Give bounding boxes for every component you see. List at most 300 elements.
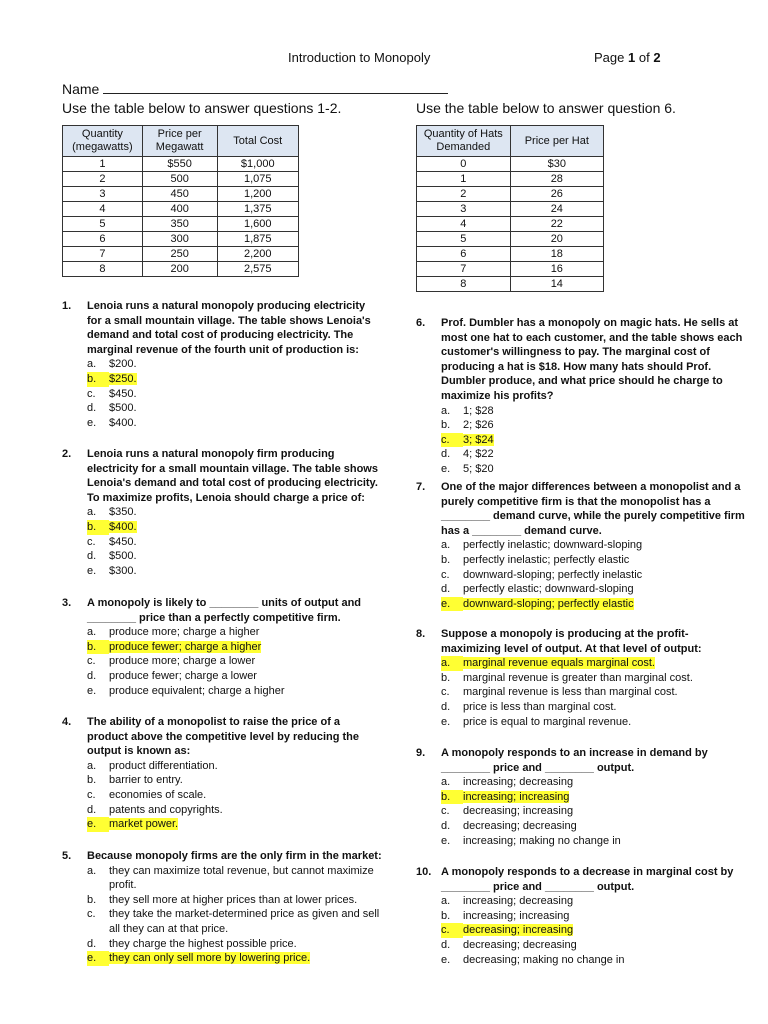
- option-letter: d.: [87, 937, 97, 950]
- left-instruction: Use the table below to answer questions 1-2.: [62, 100, 342, 116]
- answer-option[interactable]: [441, 462, 756, 477]
- option-text-wrap: [463, 923, 736, 938]
- answer-option[interactable]: [441, 819, 736, 834]
- table-cell: 350: [142, 217, 217, 232]
- answer-option[interactable]: [441, 700, 746, 715]
- option-letter: c.: [87, 535, 96, 548]
- option-text: product differentiation.: [109, 759, 218, 772]
- table-cell: $30: [510, 157, 603, 172]
- answer-option[interactable]: [441, 685, 746, 700]
- question-8: [416, 627, 746, 729]
- option-letter: a.: [441, 539, 451, 552]
- highlighted-answer-text: marginal revenue equals marginal cost.: [463, 657, 655, 670]
- question-stem: [62, 299, 382, 357]
- option-text: produce equivalent; charge a higher: [109, 684, 285, 697]
- answer-option[interactable]: [87, 357, 382, 372]
- table-cell: 8: [417, 277, 511, 292]
- question-text: A monopoly responds to a decrease in marginal cost by ________ price and ________ output.: [441, 866, 734, 893]
- option-text-wrap: [109, 951, 392, 966]
- option-text: 4; $22: [463, 448, 494, 461]
- answer-option[interactable]: [87, 937, 392, 952]
- option-text-wrap: [109, 759, 382, 774]
- document-title: Introduction to Monopoly: [288, 50, 431, 65]
- answer-option[interactable]: [87, 669, 382, 684]
- option-text: they take the market-determined price as given and sell all they can at that price.: [109, 908, 380, 935]
- question-4: [62, 715, 382, 832]
- option-letter: b.: [87, 640, 109, 655]
- option-text: they charge the highest possible price.: [109, 937, 297, 950]
- option-text-wrap: [463, 775, 736, 790]
- option-letter: d.: [441, 819, 451, 832]
- answer-option[interactable]: [87, 803, 382, 818]
- hats-table-header-1: Price per Hat: [510, 126, 603, 157]
- question-number: 4.: [62, 716, 72, 728]
- table-row: [417, 202, 604, 217]
- option-text: they can maximize total revenue, but cannot maximize profit.: [109, 864, 374, 892]
- highlighted-answer-text: downward-sloping; perfectly elastic: [463, 597, 634, 610]
- question-stem: [416, 316, 756, 404]
- option-text-wrap: [109, 387, 382, 402]
- option-text-wrap: [463, 418, 756, 433]
- option-text: $450.: [109, 387, 137, 400]
- option-letter: d.: [87, 550, 97, 563]
- answer-option[interactable]: [441, 671, 746, 686]
- option-letter: d.: [87, 803, 97, 816]
- electricity-table-header-1: Price per Megawatt: [142, 126, 217, 157]
- answer-option[interactable]: [441, 447, 756, 462]
- page-number: 1: [628, 50, 636, 65]
- option-text: produce more; charge a higher: [109, 626, 260, 639]
- option-text-wrap: [463, 671, 746, 686]
- option-text: increasing; decreasing: [463, 895, 574, 908]
- option-text: increasing; decreasing: [463, 776, 574, 789]
- option-text-wrap: [109, 357, 382, 372]
- option-letter: a.: [87, 626, 97, 639]
- option-text-wrap: [109, 654, 382, 669]
- option-text-wrap: [109, 864, 392, 893]
- page-indicator: [594, 50, 661, 65]
- question-9: [416, 746, 736, 848]
- option-text-wrap: [109, 564, 382, 579]
- page-total: 2: [653, 50, 661, 65]
- table-cell: 3: [417, 202, 511, 217]
- option-text-wrap: [463, 597, 746, 612]
- option-text-wrap: [109, 684, 382, 699]
- option-text-wrap: [109, 416, 382, 431]
- table-row: [63, 187, 299, 202]
- table-cell: 28: [510, 172, 603, 187]
- table-cell: 5: [63, 217, 143, 232]
- option-text-wrap: [109, 640, 382, 655]
- option-letter: c.: [87, 908, 96, 921]
- answer-option[interactable]: [441, 553, 746, 568]
- option-letter: c.: [87, 655, 96, 668]
- option-text: 1; $28: [463, 404, 494, 417]
- option-text-wrap: [109, 505, 382, 520]
- option-letter: a.: [441, 776, 451, 789]
- table-cell: 2: [417, 187, 511, 202]
- answer-option[interactable]: [87, 893, 392, 908]
- question-2: [62, 447, 382, 578]
- question-number: 3.: [62, 597, 72, 609]
- option-text: marginal revenue is less than marginal cost.: [463, 686, 678, 699]
- option-text: price is less than marginal cost.: [463, 700, 617, 713]
- option-letter: b.: [441, 419, 451, 432]
- answer-option[interactable]: [441, 418, 756, 433]
- answer-option[interactable]: [441, 582, 746, 597]
- answer-option[interactable]: [441, 923, 736, 938]
- highlighted-answer-text: produce fewer; charge a higher: [109, 640, 262, 653]
- table-cell: 450: [142, 187, 217, 202]
- table-row: [417, 217, 604, 232]
- question-1: [62, 299, 382, 430]
- answer-option[interactable]: [441, 894, 736, 909]
- answer-option[interactable]: [87, 505, 382, 520]
- option-text-wrap: [109, 907, 392, 936]
- question-number: 8.: [416, 628, 426, 640]
- option-letter: b.: [441, 553, 451, 566]
- option-text-wrap: [463, 819, 736, 834]
- answer-option[interactable]: [87, 564, 382, 579]
- option-text-wrap: [463, 790, 736, 805]
- option-text-wrap: [463, 685, 746, 700]
- table-cell: 250: [142, 247, 217, 262]
- option-text-wrap: [463, 568, 746, 583]
- option-text-wrap: [463, 582, 746, 597]
- option-text: downward-sloping; perfectly inelastic: [463, 568, 643, 581]
- table-row: [417, 277, 604, 292]
- table-cell: 1,600: [217, 217, 299, 232]
- table-cell: 1,875: [217, 232, 299, 247]
- table-cell: 4: [417, 217, 511, 232]
- option-text-wrap: [109, 401, 382, 416]
- option-text-wrap: [463, 953, 736, 968]
- table-cell: 8: [63, 262, 143, 277]
- table-cell: 7: [63, 247, 143, 262]
- table-cell: 16: [510, 262, 603, 277]
- question-stem: [62, 596, 382, 625]
- answer-option[interactable]: [87, 401, 382, 416]
- option-letter: e.: [441, 462, 451, 475]
- option-letter: e.: [87, 951, 109, 966]
- answer-option[interactable]: [87, 817, 382, 832]
- table-row: [417, 187, 604, 202]
- table-row: [63, 172, 299, 187]
- table-cell: 22: [510, 217, 603, 232]
- question-5: [62, 849, 392, 966]
- table-cell: 14: [510, 277, 603, 292]
- question-text: A monopoly responds to an increase in demand by ________ price and ________ output.: [441, 747, 708, 774]
- option-text-wrap: [463, 462, 756, 477]
- electricity-table-header-2: Total Cost: [217, 126, 299, 157]
- option-text: increasing; increasing: [463, 909, 570, 922]
- question-number: 9.: [416, 747, 426, 759]
- option-text-wrap: [109, 520, 382, 535]
- table-cell: 4: [63, 202, 143, 217]
- option-letter: b.: [87, 372, 109, 387]
- question-3: [62, 596, 382, 698]
- option-text-wrap: [463, 404, 756, 419]
- option-letter: a.: [87, 759, 97, 772]
- electricity-table-header-0: Quantity (megawatts): [63, 126, 143, 157]
- table-cell: 0: [417, 157, 511, 172]
- answer-option[interactable]: [87, 684, 382, 699]
- table-cell: 18: [510, 247, 603, 262]
- question-number: 1.: [62, 300, 72, 312]
- table-cell: 200: [142, 262, 217, 277]
- option-text: $200.: [109, 358, 137, 371]
- page-of: of: [638, 50, 650, 65]
- option-text-wrap: [109, 669, 382, 684]
- question-stem: [62, 447, 382, 505]
- option-letter: c.: [441, 805, 450, 818]
- option-letter: d.: [441, 938, 451, 951]
- option-text-wrap: [463, 938, 736, 953]
- table-row: [417, 232, 604, 247]
- option-text: decreasing; making no change in: [463, 953, 625, 966]
- option-text-wrap: [109, 535, 382, 550]
- table-cell: 24: [510, 202, 603, 217]
- question-number: 10.: [416, 866, 432, 878]
- highlighted-answer-text: 3; $24: [463, 433, 494, 446]
- answer-option[interactable]: [441, 834, 736, 849]
- question-7: [416, 480, 746, 611]
- highlighted-answer-text: they can only sell more by lowering price.: [109, 952, 311, 965]
- table-cell: 1: [417, 172, 511, 187]
- option-letter: a.: [87, 864, 97, 877]
- option-text: $500.: [109, 402, 137, 415]
- answer-option[interactable]: [441, 909, 736, 924]
- option-text: $300.: [109, 564, 137, 577]
- table-row: [63, 262, 299, 277]
- option-letter: c.: [87, 788, 96, 801]
- name-field[interactable]: [62, 81, 448, 97]
- answer-option[interactable]: [441, 938, 736, 953]
- answer-option[interactable]: [87, 951, 392, 966]
- table-cell: $1,000: [217, 157, 299, 172]
- table-cell: 5: [417, 232, 511, 247]
- highlighted-answer-text: decreasing; increasing: [463, 924, 574, 937]
- question-text: Lenoia runs a natural monopoly producing electricity for a small mountain village. The table shows Lenoia's demand and total cost of producing electricity. The marginal revenue of the fourth unit of production is:: [87, 300, 371, 356]
- option-text-wrap: [463, 909, 736, 924]
- highlighted-answer-text: $400.: [109, 520, 137, 533]
- table-cell: 2: [63, 172, 143, 187]
- question-text: The ability of a monopolist to raise the price of a product above the competitive level by reducing the output is known as:: [87, 716, 360, 758]
- answer-option[interactable]: [87, 773, 382, 788]
- answer-option[interactable]: [87, 640, 382, 655]
- question-stem: [416, 865, 736, 894]
- answer-option[interactable]: [441, 656, 746, 671]
- option-text-wrap: [109, 549, 382, 564]
- option-letter: a.: [87, 506, 97, 519]
- table-cell: 7: [417, 262, 511, 277]
- answer-option[interactable]: [87, 788, 382, 803]
- hats-table: [416, 125, 604, 292]
- answer-option[interactable]: [87, 387, 382, 402]
- option-letter: a.: [441, 656, 463, 671]
- option-text: decreasing; decreasing: [463, 819, 577, 832]
- option-text-wrap: [463, 804, 736, 819]
- option-letter: d.: [441, 583, 451, 596]
- name-blank-line[interactable]: [103, 81, 448, 94]
- option-letter: b.: [441, 671, 451, 684]
- option-text-wrap: [463, 553, 746, 568]
- option-letter: b.: [87, 893, 97, 906]
- option-text: produce fewer; charge a lower: [109, 669, 257, 682]
- answer-option[interactable]: [87, 549, 382, 564]
- option-letter: c.: [441, 923, 463, 938]
- table-cell: 2,200: [217, 247, 299, 262]
- highlighted-answer-text: $250.: [109, 372, 137, 385]
- option-letter: d.: [441, 448, 451, 461]
- table-cell: 6: [417, 247, 511, 262]
- question-number: 6.: [416, 317, 426, 329]
- answer-option[interactable]: [441, 538, 746, 553]
- highlighted-answer-text: increasing; increasing: [463, 790, 570, 803]
- option-letter: e.: [87, 416, 97, 429]
- question-text: A monopoly is likely to ________ units of output and ________ price than a perfectly competitive firm.: [87, 597, 362, 624]
- answer-option[interactable]: [87, 625, 382, 640]
- option-letter: b.: [441, 909, 451, 922]
- option-text: $400.: [109, 416, 137, 429]
- option-text: decreasing; increasing: [463, 805, 574, 818]
- question-stem: [416, 480, 746, 538]
- answer-option[interactable]: [441, 953, 736, 968]
- option-text: marginal revenue is greater than marginal cost.: [463, 671, 693, 684]
- answer-option[interactable]: [441, 715, 746, 730]
- table-cell: 26: [510, 187, 603, 202]
- table-cell: 2,575: [217, 262, 299, 277]
- question-text: Because monopoly firms are the only firm in the market:: [87, 850, 382, 862]
- table-row: [63, 202, 299, 217]
- option-text: perfectly elastic; downward-sloping: [463, 583, 634, 596]
- option-letter: e.: [441, 715, 451, 728]
- option-text-wrap: [109, 625, 382, 640]
- option-text-wrap: [463, 834, 736, 849]
- option-letter: c.: [441, 568, 450, 581]
- answer-option[interactable]: [441, 404, 756, 419]
- name-label: Name: [62, 81, 100, 97]
- option-text-wrap: [463, 538, 746, 553]
- question-number: 5.: [62, 850, 72, 862]
- answer-option[interactable]: [87, 864, 392, 893]
- option-text-wrap: [463, 715, 746, 730]
- option-text-wrap: [109, 372, 382, 387]
- option-letter: c.: [441, 686, 450, 699]
- question-10: [416, 865, 736, 967]
- option-letter: a.: [441, 404, 451, 417]
- table-cell: 3: [63, 187, 143, 202]
- option-letter: c.: [441, 433, 463, 448]
- answer-option[interactable]: [441, 597, 746, 612]
- question-number: 2.: [62, 448, 72, 460]
- option-letter: e.: [87, 817, 109, 832]
- answer-option[interactable]: [441, 433, 756, 448]
- option-letter: e.: [441, 953, 451, 966]
- option-letter: d.: [441, 700, 451, 713]
- hats-table-header-0: Quantity of Hats Demanded: [417, 126, 511, 157]
- option-text: $500.: [109, 550, 137, 563]
- option-text: 2; $26: [463, 419, 494, 432]
- question-text: Prof. Dumbler has a monopoly on magic hats. He sells at most one hat to each customer, and the table shows each customer's willingness to pay. The marginal cost of producing a hat is $18. How many hats should Prof. Dumbler produce, and what price should he charge to maximize his profits?: [441, 317, 743, 402]
- answer-option[interactable]: [441, 568, 746, 583]
- answer-option[interactable]: [441, 775, 736, 790]
- option-text-wrap: [109, 803, 382, 818]
- option-text-wrap: [463, 894, 736, 909]
- question-stem: [416, 627, 746, 656]
- option-text: $350.: [109, 506, 137, 519]
- option-text: barrier to entry.: [109, 774, 183, 787]
- question-6: [416, 316, 756, 477]
- option-letter: d.: [87, 669, 97, 682]
- option-text-wrap: [109, 773, 382, 788]
- answer-option[interactable]: [87, 416, 382, 431]
- option-text: price is equal to marginal revenue.: [463, 715, 632, 728]
- answer-option[interactable]: [87, 535, 382, 550]
- table-cell: 6: [63, 232, 143, 247]
- table-cell: 20: [510, 232, 603, 247]
- option-text-wrap: [463, 700, 746, 715]
- table-row: [63, 157, 299, 172]
- table-row: [417, 262, 604, 277]
- option-letter: e.: [441, 834, 451, 847]
- option-text: produce more; charge a lower: [109, 655, 256, 668]
- table-row: [417, 247, 604, 262]
- table-row: [417, 157, 604, 172]
- option-text-wrap: [109, 893, 392, 908]
- option-text: decreasing; decreasing: [463, 938, 577, 951]
- answer-option[interactable]: [87, 759, 382, 774]
- highlighted-answer-text: market power.: [109, 818, 179, 831]
- answer-option[interactable]: [441, 790, 736, 805]
- option-text: increasing; making no change in: [463, 834, 621, 847]
- table-row: [417, 172, 604, 187]
- question-text: One of the major differences between a monopolist and a purely competitive firm is that the monopolist has a ________ demand curve, while the purely competitive firm has a ________ demand curve.: [441, 481, 745, 537]
- option-text: perfectly inelastic; downward-sloping: [463, 539, 643, 552]
- option-text-wrap: [109, 788, 382, 803]
- table-cell: 400: [142, 202, 217, 217]
- option-letter: d.: [87, 402, 97, 415]
- table-row: [63, 247, 299, 262]
- option-text-wrap: [109, 817, 382, 832]
- option-text: $450.: [109, 535, 137, 548]
- option-letter: a.: [87, 358, 97, 371]
- answer-option[interactable]: [87, 654, 382, 669]
- option-letter: e.: [87, 564, 97, 577]
- option-letter: c.: [87, 387, 96, 400]
- table-cell: 1: [63, 157, 143, 172]
- option-letter: e.: [441, 597, 463, 612]
- answer-option[interactable]: [87, 907, 392, 936]
- option-letter: b.: [87, 520, 109, 535]
- option-text-wrap: [463, 656, 746, 671]
- table-cell: 1,075: [217, 172, 299, 187]
- table-cell: $550: [142, 157, 217, 172]
- option-text: 5; $20: [463, 462, 494, 475]
- table-row: [63, 232, 299, 247]
- table-cell: 1,200: [217, 187, 299, 202]
- answer-option[interactable]: [87, 520, 382, 535]
- option-letter: a.: [441, 895, 451, 908]
- option-text-wrap: [463, 447, 756, 462]
- question-text: Lenoia runs a natural monopoly firm producing electricity for a small mountain village. The table shows Lenoia's demand and total cost of producing electricity. To maximize profits, Lenoia should charge a price of:: [87, 448, 378, 504]
- answer-option[interactable]: [87, 372, 382, 387]
- right-instruction: Use the table below to answer question 6.: [416, 100, 676, 116]
- question-stem: [62, 715, 382, 759]
- answer-option[interactable]: [441, 804, 736, 819]
- option-text-wrap: [463, 433, 756, 448]
- electricity-table: [62, 125, 299, 277]
